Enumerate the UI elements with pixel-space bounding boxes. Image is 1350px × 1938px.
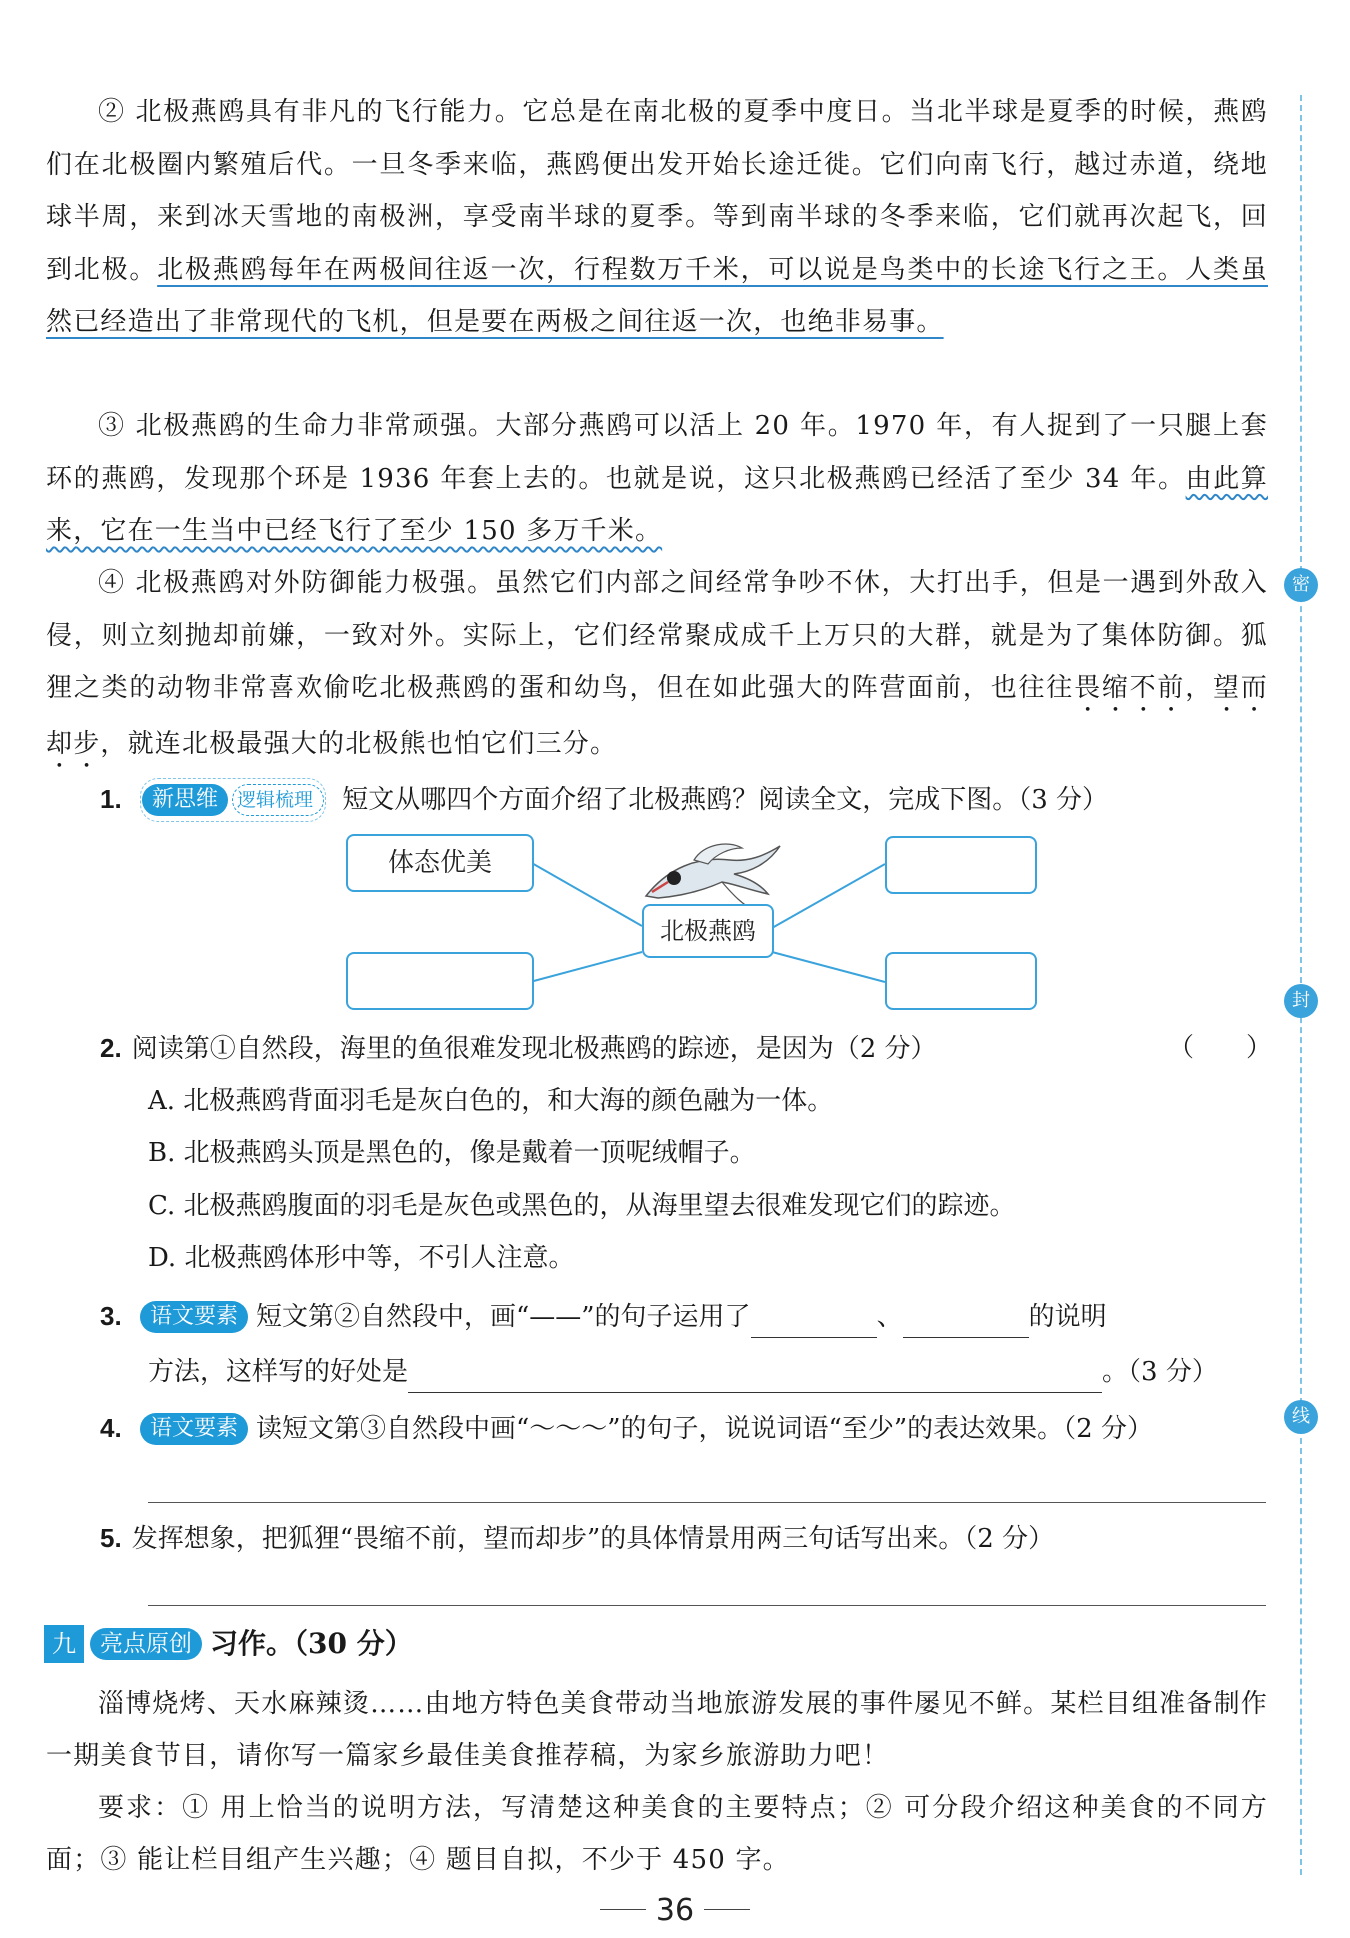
q4-text: 读短文第③自然段中画“～～～”的句子，说说词语“至少”的表达效果。（2 分） bbox=[255, 1414, 1153, 1444]
q3-separator: 、 bbox=[876, 1302, 903, 1332]
q2-answer-paren[interactable]: （ ） bbox=[1168, 1033, 1273, 1063]
question-4 bbox=[100, 1408, 1270, 1449]
question-3-line-2 bbox=[148, 1352, 1268, 1393]
page-number-value: 36 bbox=[655, 1893, 695, 1928]
q1-tag: 新思维 bbox=[142, 784, 228, 816]
p4-dotted-phrase: 畏缩不前，望而却步 bbox=[46, 673, 1268, 759]
q5-number: 5. bbox=[100, 1523, 122, 1553]
section-9-number: 九 bbox=[44, 1625, 84, 1663]
q3-text-a: 短文第②自然段中，画“——”的句子运用了 bbox=[255, 1302, 751, 1332]
q4-answer-line[interactable] bbox=[148, 1502, 1266, 1503]
q3-text-d: 。（3 分） bbox=[1102, 1357, 1218, 1387]
mind-map-box-2[interactable] bbox=[885, 836, 1037, 894]
question-5 bbox=[100, 1518, 1270, 1559]
q3-number: 3. bbox=[100, 1301, 122, 1331]
passage-paragraph-4 bbox=[46, 557, 1268, 774]
p2-underlined-sentence: 北极燕鸥每年在两极间往返一次，行程数万千米，可以说是鸟类中的长途飞行之王。人类虽然已经造出了非常现代的飞机，但是要在两极之间往返一次，也绝非易事。 bbox=[46, 254, 1268, 337]
q1-number: 1. bbox=[100, 784, 122, 814]
section-9-paragraph-1: 淄博烧烤、天水麻辣烫……由地方特色美食带动当地旅游发展的事件屡见不鲜。某栏目组准备制作一期美食节目，请你写一篇家乡最佳美食推荐稿，为家乡旅游助力吧！ bbox=[46, 1689, 1268, 1771]
p2-text: ② 北极燕鸥具有非凡的飞行能力。它总是在南北极的夏季中度日。当北半球是夏季的时候，燕鸥们在北极圈内繁殖后代。一旦冬季来临，燕鸥便出发开始长途迁徙。它们向南飞行，越过赤道，绕地球半周，来到冰天雪地的南极洲，享受南半球的夏季。等到南半球的冬季来临，它们就再次起飞，回到北极。 bbox=[46, 97, 1268, 285]
q2-text: 阅读第①自然段，海里的鱼很难发现北极燕鸥的踪迹，是因为（2 分） bbox=[131, 1034, 937, 1064]
mind-map-box-3[interactable] bbox=[346, 952, 534, 1010]
q1-tag-group bbox=[140, 778, 326, 822]
section-9-header bbox=[44, 1622, 413, 1666]
q1-subtag: 逻辑梳理 bbox=[232, 784, 324, 816]
question-1 bbox=[100, 778, 1270, 822]
q2-option-c[interactable]: C. 北极燕鸥腹面的羽毛是灰色或黑色的，从海里望去很难发现它们的踪迹。 bbox=[148, 1191, 1016, 1221]
q2-number: 2. bbox=[100, 1033, 122, 1063]
p3-text: ③ 北极燕鸥的生命力非常顽强。大部分燕鸥可以活上 20 年。1970 年，有人捉到了一只腿上套环的燕鸥，发现那个环是 1936 年套上去的。也就是说，这只北极燕鸥已经活了至少 34 年。 bbox=[46, 411, 1268, 494]
q3-text-c: 方法，这样写的好处是 bbox=[148, 1357, 409, 1387]
q3-blank-2[interactable] bbox=[903, 1297, 1029, 1338]
q2-option-b[interactable]: B. 北极燕鸥头顶是黑色的，像是戴着一顶呢绒帽子。 bbox=[148, 1138, 756, 1168]
section-9-title: 习作。（30 分） bbox=[210, 1627, 413, 1660]
p4-text: ④ 北极燕鸥对外防御能力极强。虽然它们内部之间经常争吵不休，大打出手，但是一遇到外敌入侵，则立刻抛却前嫌，一致对外。实际上，它们经常聚成成千上万只的大群，就是为了集体防御。狐狸之类的动物非常喜欢偷吃北极燕鸥的蛋和幼鸟，但在如此强大的阵营面前，也往往 bbox=[46, 568, 1268, 703]
passage-paragraph-3 bbox=[46, 400, 1268, 558]
section-9-prompt bbox=[46, 1678, 1268, 1886]
q4-tag: 语文要素 bbox=[140, 1413, 248, 1445]
margin-mark-1: 密 bbox=[1284, 568, 1318, 602]
q5-answer-line[interactable] bbox=[148, 1605, 1266, 1606]
q4-number: 4. bbox=[100, 1413, 122, 1443]
p3-wavy-sentence: 由此算来，它在一生当中已经飞行了至少 150 多万千米。 bbox=[46, 463, 1268, 546]
q3-blank-1[interactable] bbox=[751, 1297, 877, 1338]
p4-text-end: ，就连北极最强大的北极熊也怕它们三分。 bbox=[100, 729, 618, 759]
section-9-paragraph-2: 要求：① 用上恰当的说明方法，写清楚这种美食的主要特点；② 可分段介绍这种美食的不同方面；③ 能让栏目组产生兴趣；④ 题目自拟，不少于 450 字。 bbox=[46, 1793, 1268, 1875]
question-2 bbox=[100, 1028, 1273, 1069]
q2-option-d[interactable]: D. 北极燕鸥体形中等，不引人注意。 bbox=[148, 1243, 575, 1273]
q3-blank-3[interactable] bbox=[408, 1352, 1102, 1393]
mind-map-box-1: 体态优美 bbox=[346, 834, 534, 892]
mind-map-center: 北极燕鸥 bbox=[642, 904, 774, 958]
mind-map-box-4[interactable] bbox=[885, 952, 1037, 1010]
margin-mark-2: 封 bbox=[1284, 984, 1318, 1018]
page-number bbox=[0, 1893, 1350, 1928]
q3-tag: 语文要素 bbox=[140, 1301, 248, 1333]
q5-text: 发挥想象，把狐狸“畏缩不前，望而却步”的具体情景用两三句话写出来。（2 分） bbox=[131, 1524, 1055, 1554]
q2-option-a[interactable]: A. 北极燕鸥背面羽毛是灰白色的，和大海的颜色融为一体。 bbox=[148, 1086, 834, 1116]
margin-mark-3: 线 bbox=[1284, 1400, 1318, 1434]
question-3 bbox=[100, 1296, 1270, 1338]
q1-text: 短文从哪四个方面介绍了北极燕鸥？阅读全文，完成下图。（3 分） bbox=[342, 785, 1109, 815]
section-9-tag: 亮点原创 bbox=[90, 1628, 202, 1660]
passage-paragraph-2 bbox=[46, 86, 1268, 349]
q3-text-b: 的说明 bbox=[1028, 1302, 1107, 1332]
